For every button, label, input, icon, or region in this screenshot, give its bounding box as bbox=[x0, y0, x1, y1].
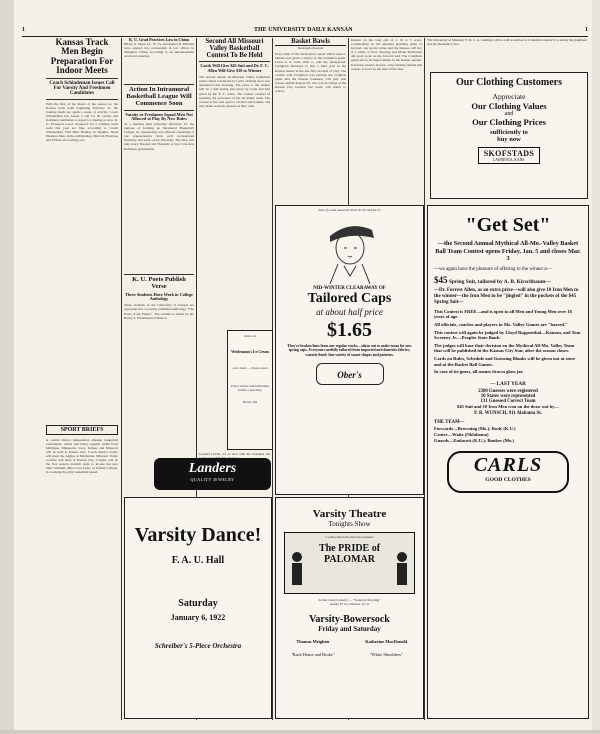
theatre-title: Varsity Theatre bbox=[312, 508, 387, 520]
obers-caps-description: They're broken lines from our regular stocks—taken out to make room for new spring caps. Everyone carefully tailored from imported and domestic fabrics; warmly lined; fine variety of smart shapes and patterns. bbox=[287, 344, 412, 357]
theatre-prices: Adults 35 cts Children 10 cts bbox=[329, 602, 370, 606]
skofstad-ad-line1: Appreciate bbox=[492, 92, 526, 101]
liddle-note: Garland Liddle, 25, is now with the Standard Oil bbox=[199, 452, 270, 456]
bowersock-billing bbox=[276, 639, 423, 657]
pride-of-palomar-poster bbox=[284, 532, 415, 594]
wiedemann-ad-line1: Insist on bbox=[244, 334, 256, 338]
poster-movie-title: The PRIDE of PALOMAR bbox=[318, 543, 381, 565]
skofstad-ad-line4: Our Clothing Prices bbox=[472, 117, 546, 127]
varsity-dance-title: Varsity Dance! bbox=[134, 524, 262, 546]
missouri-ymca-body: The University of Missouri Y. M. C. A. building will be sold at auction in Columbia January 9 to satisfy the judgment and the mechanics' lien. bbox=[427, 38, 587, 47]
skofstad-logo-text: SKOFSTADS bbox=[483, 149, 535, 158]
varsity-dance-ad bbox=[124, 497, 272, 719]
skofstad-ad-line3: and bbox=[504, 111, 514, 117]
star1-name: Thomas Meighan bbox=[296, 639, 330, 644]
carls-logo-text: CARLS bbox=[473, 453, 543, 476]
poster-figure-icon bbox=[288, 551, 306, 587]
obers-caps-title: Tailored Caps bbox=[307, 291, 392, 306]
intramural-subhead: Varsity or Freshmen Squad Men Not Allowed to Play By New Rules bbox=[125, 111, 193, 122]
get-set-title: "Get Set" bbox=[465, 214, 551, 236]
wiedemann-ad-phone: Phone 182 bbox=[242, 400, 258, 404]
scan-edge-left bbox=[0, 0, 14, 734]
obers-logo bbox=[316, 363, 384, 385]
team-forwards: Forwards—Browning (Mo.); Rody (K.U.) bbox=[434, 425, 516, 431]
poets-body: Three students of the University of Kansas are represented in a recently published anthology, "The Poets of the Future". The volume is edited by Dr. Henry T. Schnittkind of Boston. bbox=[124, 303, 194, 320]
valley-contest-headline: Second All Missouri Valley Basketball Contest To Be Held bbox=[205, 38, 264, 60]
landers-logo-sub: QUALITY JEWELRY bbox=[190, 477, 235, 482]
page-number-right: 1 bbox=[585, 27, 588, 33]
scan-edge-right bbox=[592, 0, 600, 734]
last-year-stat4: $45 Suit and 10 Iron Men won on the draw out by— bbox=[456, 403, 560, 409]
get-set-rule2: All officials, coaches and players in Mo. Valley Games are "barred." bbox=[434, 321, 568, 327]
skofstad-ad bbox=[430, 72, 588, 199]
get-set-prize1 bbox=[428, 272, 588, 285]
team-heading: THE TEAM— bbox=[434, 419, 465, 425]
wiedemann-ad-line3: once tried — always used bbox=[232, 366, 268, 370]
basket-bawls-body: Every man of the hardwarrior squad which went to Omaha was given a chance in the Creighton game. Leave it to John Wulf to pull the unexpected. Creighton managed to slip a field goal in the Kansas basket in the last fifty seconds of play. The contest with Creighton was perhaps the roughest game that the Kansas basketers will play this season. Arthur Rogers '20, who was in charge of the Kansas City hospital last week, will return to school. bbox=[275, 52, 346, 93]
get-set-rule1: This Contest is FREE—and is open to all Men and Young Men over 16 years of age. bbox=[434, 308, 572, 320]
last-year-stat3: 131 Guessed Correct Team bbox=[480, 398, 536, 404]
get-set-rule4: The judges will base their decision on the Mythical All-Mo. Valley Team that will be published in the Kansas City Star, after the season closes. bbox=[434, 342, 575, 354]
column-track bbox=[46, 38, 118, 718]
varsity-dance-day: Saturday bbox=[178, 598, 218, 609]
intramural-body: At a meeting held yesterday afternoon for the purpose of forming an Intramural Basketball League, an organization was effected consisting of one representative from each professional fraternity and each social fraternity. The men will play every Tuesday and Thursday at four o'clock in Robinson gymnasium. bbox=[124, 121, 194, 151]
get-set-prize2: —Dr. Forrest Allen, as an extra prize—will also give 10 Iron Men to the winner—the Iron Men to be "jingled" in the pockets of the $45 Spring Suit— bbox=[434, 287, 579, 305]
skofstad-logo bbox=[478, 147, 540, 164]
sport-briefs-header: SPORT BRIEFS bbox=[46, 425, 118, 435]
track-article-body: With the first of the meets of the season for the Kansas track team beginning February 11, the training sheds are again a scene of activity. Coach Schlademan has issued a call for all varsity and freshmen candidates to report for training at once. K. U. Prospects Good. Prospects for a winning track team this year are fine, according to Coach Schlademan. Will Miss Bradley in Weights. Need Distance Men. In the 440 Rodkey, McCall, Firestone and Wilson are working out. bbox=[46, 101, 118, 143]
wiedemann-ad-line4: Fancy bricks and individual molds a specialty bbox=[231, 384, 269, 392]
masthead bbox=[22, 27, 588, 37]
prize1-amount: $45 bbox=[434, 274, 448, 285]
valley-contest-subhead: Cards Will Give $45 Suit and Dr. F. C. Allen Will Give $10 to Winner bbox=[200, 63, 269, 73]
landers-logo-text: Landers bbox=[188, 461, 237, 476]
theatre-subtitle: Tonights Show bbox=[328, 520, 371, 528]
team-center: Center—Waite (Oklahoma) bbox=[434, 431, 489, 437]
basket-continued-body: Kansas on the long end of a 19 to 5 score. Commenting on the splendid guarding game of Konrad, one sports writer said the Kansas cuff boy is a whale at floor. Boering and Mann McDonald did good work on the forward end. The Creighton game shows an improvement in the Kansas quintet. If Kansas doesn't develop a big winning quintet this season, it won't be the fault of the fans. bbox=[351, 38, 422, 71]
obers-caps-subtitle: at about half price bbox=[316, 307, 383, 317]
skofstad-ad-line6: buy now bbox=[497, 136, 521, 143]
last-year-heading: — LAST YEAR bbox=[490, 380, 526, 387]
column-rule bbox=[121, 38, 122, 720]
carls-logo bbox=[447, 451, 569, 493]
skofstad-ad-title: Our Clothing Customers bbox=[456, 77, 562, 88]
newspaper-title: THE UNIVERSITY DAILY KANSAN bbox=[254, 27, 353, 33]
wiedemann-ad bbox=[227, 330, 273, 450]
carls-get-set-ad bbox=[427, 205, 589, 719]
obers-caps-price: $1.65 bbox=[327, 319, 372, 341]
varsity-theatre-ad bbox=[275, 497, 424, 719]
skofstad-ad-line5: sufficiently to bbox=[490, 129, 528, 136]
china-grad-headline: K. U. Grad Practices Law in China bbox=[129, 38, 189, 42]
track-subhead: Coach Schlademan Issues Call For Varsity And Freshmen Candidates bbox=[49, 80, 115, 97]
basket-bawls-byline: DeAngelo Pearson bbox=[297, 46, 324, 51]
obers-shirt-sale: Sale of collar attached shirts $1.95 and $2.25 bbox=[318, 208, 381, 212]
poster-figure-icon bbox=[393, 551, 411, 587]
scan-edge-bottom bbox=[0, 730, 600, 734]
star2-name: Katherine MacDonald bbox=[365, 639, 408, 644]
column-rule bbox=[424, 38, 425, 720]
page-number-left: 1 bbox=[22, 27, 25, 33]
star2-film: "White Shoulders" bbox=[369, 652, 403, 657]
poets-headline: K. U. Poets Publish Verse bbox=[132, 275, 186, 290]
cap-man-illustration bbox=[310, 214, 390, 284]
bowersock-title: Varsity-Bowersock bbox=[309, 614, 390, 625]
get-set-rule6: In case of tie guess, all names drawn glass jar. bbox=[434, 369, 524, 375]
team-guards: Guards—Endacott (K.U.); Bunker (Mo.) bbox=[434, 437, 515, 443]
skofstad-ad-line2: Our Clothing Values bbox=[471, 101, 547, 111]
varsity-dance-date: January 6, 1922 bbox=[170, 613, 226, 622]
basket-bawls-headline: Basket Bawls bbox=[275, 38, 346, 46]
get-set-rule5: Cards on Rules, Schedule and Guessing Blanks will be given out at store and at the Basket Ball Games. bbox=[434, 355, 576, 367]
star1-film: "Back Home and Broke" bbox=[290, 652, 335, 657]
varsity-dance-hall: F. A. U. Hall bbox=[171, 555, 225, 566]
bowersock-subtitle: Friday and Saturday bbox=[318, 625, 381, 633]
get-set-rule3: This contest will again be judged by Lloyd Ruppenthal—Kansan, and Tom Sweeney Jr.—Peoples State Bank. bbox=[434, 329, 581, 341]
bowersock-bill-right bbox=[356, 639, 416, 657]
get-set-intro: —the Second Annual Mythical All-Mo.-Valley Basket Ball Team Contest opens Friday, Jan. 5 and closes Mar. 3 bbox=[435, 240, 581, 263]
wiedemann-ad-line2: Wiedemann's Ice Cream bbox=[231, 350, 269, 354]
last-year-stat1: 2300 Guesses were registered bbox=[478, 388, 538, 394]
poets-subhead: Three Students Have Work in College Anthology bbox=[125, 291, 193, 301]
intramural-headline: Action In Intramural Basketball League Will Commence Soon bbox=[126, 86, 192, 108]
skofstad-logo-sub: LAWRENCE, KANS. bbox=[492, 158, 526, 162]
obers-kicker: NID-WINTER CLEARAWAY OF bbox=[313, 286, 386, 291]
prize1-text: Spring Suit, tailored by A. B. Kirschbaum— bbox=[448, 278, 551, 285]
varsity-dance-orchestra: Schreiber's 5-Piece Orchestra bbox=[154, 642, 242, 650]
poster-presents: Cosmopolitan Productions presents bbox=[325, 535, 374, 539]
sport-briefs-body: A central district independent amateur basketball tournament, which will bring together teams from Michigan, Minnesota, Iowa, Kansas and Missouri will be held at Kansas City. Coach Allen's varsity will meet the Aggies at Manhattan. Missouri Valley coaches will meet at Kansas City. Colgate will be the first eastern football team to invade the new Ohio Stadium. Miss Cora Lynn, of Tonkin College, is coaching the girls' basketball squad. bbox=[46, 437, 118, 475]
obers-logo-text: Ober's bbox=[337, 370, 362, 381]
landers-jewelry-logo bbox=[154, 458, 271, 490]
carls-logo-sub: GOOD CLOTHES bbox=[485, 476, 531, 483]
get-set-intro2: —we again have the pleasure of offering to the winner a— bbox=[434, 266, 552, 272]
track-headline: Kansas Track Men Begin Preparation For Indoor Meets bbox=[50, 38, 114, 76]
bowersock-bill-left bbox=[283, 639, 343, 657]
obers-caps-ad bbox=[275, 205, 424, 495]
theatre-comedy: In Our Gang Comedy — "Saturday Morning" bbox=[318, 598, 381, 602]
last-year-winner: P. R. WUNSCH, 911 Alabama St. bbox=[474, 410, 542, 416]
china-grad-body: Hilary A. Mass, LL. B '15, and Robert R. Holland have entered into partnership in law offices in Shanghai, China, according to an announcement received yesterday. bbox=[124, 42, 194, 59]
last-year-stat2: 10 States were represented bbox=[480, 393, 536, 399]
valley-contest-body: The second annual all-Missouri Valley basketball team contest conducted by Carl's clothing store was announced this morning. The prize to the winner will be a $45 spring suit given by Carls and $10 given by Dr. F. C. Allen. The contest consists of guessing the personnel of the all-Valley team. The contest is free and open to all men and women, and may make as many guesses as they wish. bbox=[199, 75, 270, 108]
